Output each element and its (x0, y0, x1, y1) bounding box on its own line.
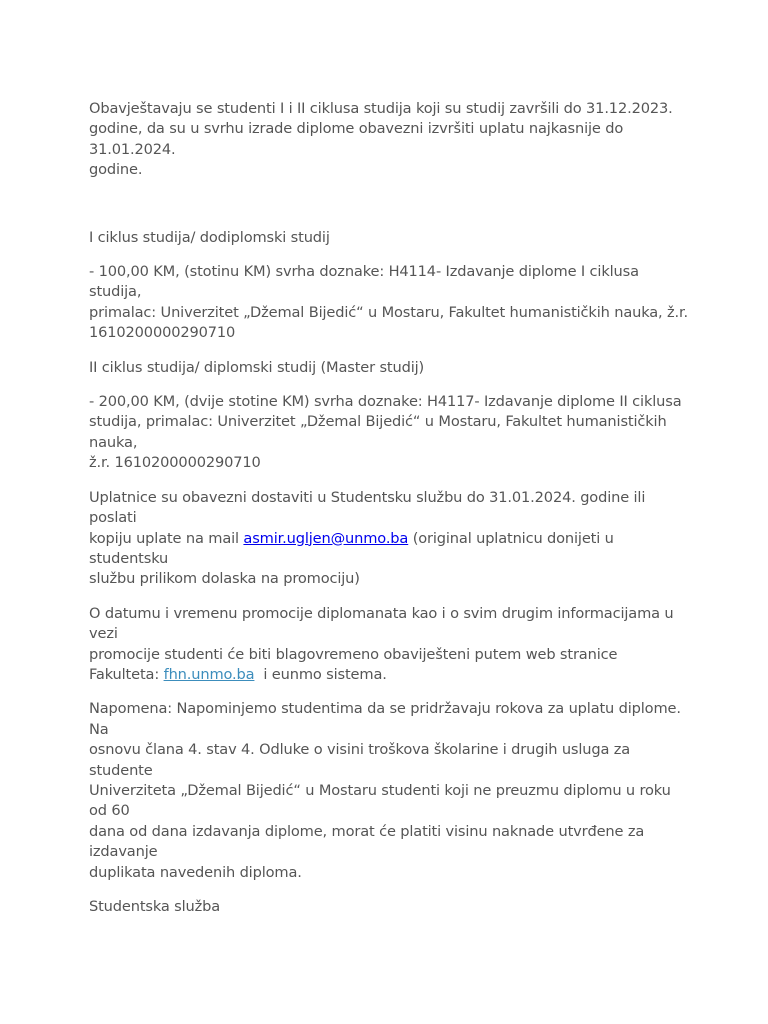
document-body (89, 99, 689, 917)
cycle1-fee-paragraph (89, 262, 689, 344)
payment-line-3: službu prilikom dolaska na promociju) (89, 570, 360, 588)
promotion-line-3-before: Fakulteta: (89, 665, 164, 683)
note-line-3: Univerziteta „Džemal Bijedić“ u Mostaru studenti koji ne preuzmu diplomu u roku od 60 (89, 781, 671, 820)
promotion-paragraph (89, 604, 689, 686)
cycle1-line-1: - 100,00 KM, (stotinu KM) svrha doznake: H4114- Izdavanje diplome I ciklusa studija, (89, 263, 639, 301)
cycle2-line-3: ž.r. 1610200000290710 (89, 454, 261, 472)
payment-line-2-after: (original uplatnicu donijeti u studentsku (89, 529, 614, 567)
promotion-line-1: O datumu i vremenu promocije diplomanata kao i o svim drugim informacijama u vezi (89, 604, 674, 643)
cycle1-title: I ciklus studija/ dodiplomski studij (89, 228, 330, 246)
note-line-4: dana od dana izdavanja diplome, morat će platiti visinu naknade utvrđene za izdavanje (89, 822, 645, 861)
note-line-2: osnovu člana 4. stav 4. Odluke o visini troškova školarine i drugih usluga za studente (89, 741, 631, 779)
email-link[interactable]: asmir.ugljen@unmo.ba (243, 529, 409, 547)
promotion-line-3-after: i eunmo sistema. (254, 665, 387, 683)
cycle1-line-3: 1610200000290710 (89, 324, 236, 342)
intro-line-1: Obavještavaju se studenti I i II ciklusa studija koji su studij završili do 31.12.2023. (89, 100, 673, 117)
promotion-line-2: promocije studenti će biti blagovremeno obaviješteni putem web stranice (89, 645, 618, 663)
cycle1-line-2: primalac: Univerzitet „Džemal Bijedić“ u Mostaru, Fakultet humanističkih nauka, ž.r. (89, 303, 689, 321)
cycle2-line-2: studija, primalac: Univerzitet „Džemal Bijedić“ u Mostaru, Fakultet humanističkih nauka, (89, 413, 667, 451)
cycle2-line-1: - 200,00 KM, (dvije stotine KM) svrha doznake: H4117- Izdavanje diplome II ciklusa (89, 393, 682, 411)
signature: Studentska služba (89, 898, 221, 915)
payment-line-1: Uplatnice su obavezni dostaviti u Studentsku službu do 31.01.2024. godine ili poslati (89, 488, 646, 527)
note-paragraph (89, 699, 689, 883)
payment-paragraph (89, 488, 689, 590)
note-line-1: Napomena: Napominjemo studentima da se pridržavaju rokova za uplatu diplome. Na (89, 700, 681, 738)
intro-line-2: godine, da su u svrhu izrade diplome obavezni izvršiti uplatu najkasnije do 31.01.2024. (89, 120, 624, 158)
cycle2-title: II ciklus studija/ diplomski studij (Master studij) (89, 358, 425, 376)
note-line-5: duplikata navedenih diploma. (89, 863, 302, 881)
payment-line-2-before: kopiju uplate na mail (89, 529, 244, 547)
intro-line-3: godine. (89, 161, 143, 179)
cycle2-fee-paragraph (89, 392, 689, 474)
website-link[interactable]: fhn.unmo.ba (163, 665, 255, 683)
intro-paragraph (89, 99, 689, 181)
